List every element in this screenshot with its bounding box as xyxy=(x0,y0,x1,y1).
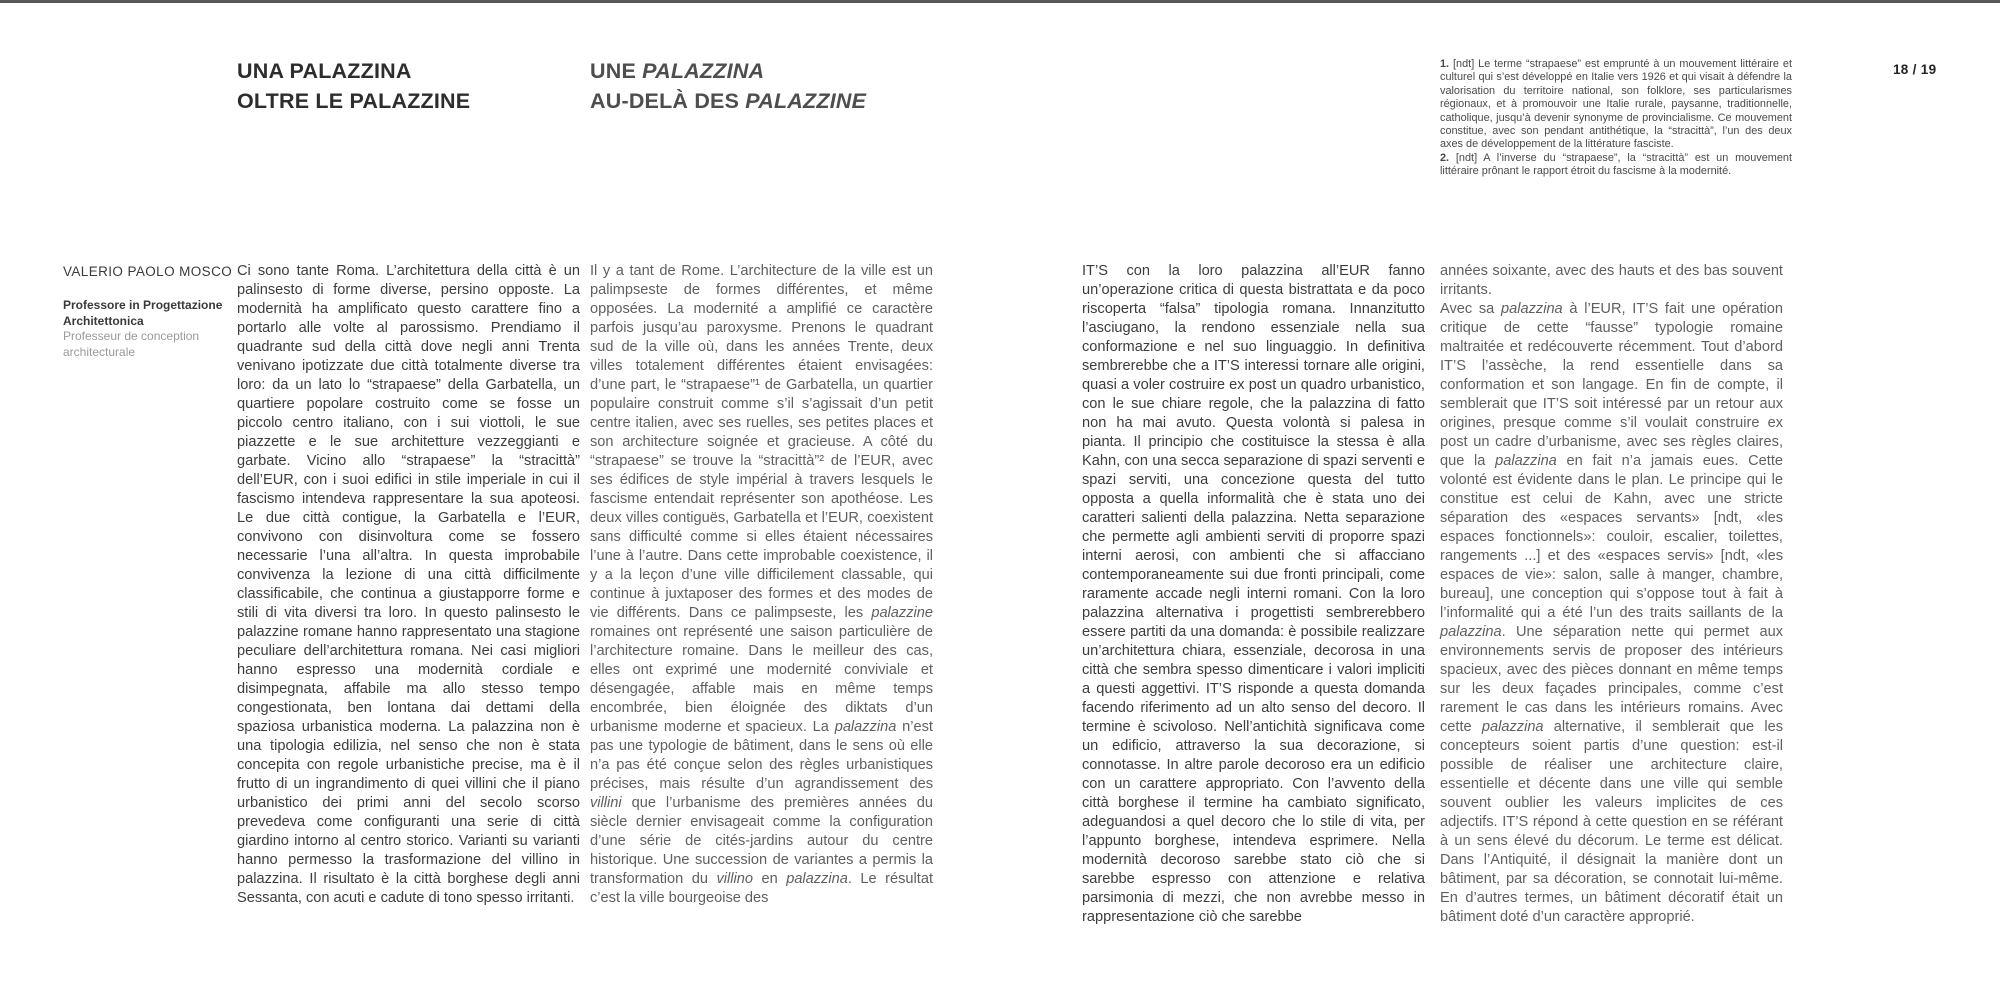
footnote-item xyxy=(1440,58,1792,152)
author-role-italian: Professore in Progettazione Architettonica xyxy=(63,298,223,328)
title-italian-line1: UNA PALAZZINA xyxy=(237,59,412,83)
body-paragraph: Avec sa palazzina à l’EUR, IT’S fait une opération critique de cette “fausse” typologie romaine maltraitée et redécouverte récemment. Tout d’abord IT’S l’assèche, la rend essentielle dans sa conformation et son langage. En fin de compte, il semblerait que IT’S soit intéressé par un retour aux origines, presque comme s’il voulait construire ex post un cadre d’urbanisme, avec ses règles claires, que la palazzina en fait n’a jamais eues. Cette volonté est évidente dans le plan. Le principe qui le constitue est celui de Kahn, avec une stricte séparation des «espaces servants» [ndt, «les espaces fonctionnels»: couloir, escalier, toilettes, rangements ...] et des «espaces servis» [ndt, «les espaces de vie»: salon, salle à manger, chambre, bureau], une conception qui s’oppose tout à fait à l’informalité qui a été l’un des traits saillants de la palazzina. Une séparation nette qui permet aux environnements servis de proposer des intérieurs spacieux, avec des pièces donnant en même temps sur les deux façades principales, comme c’est rarement le cas dans les intérieurs romains. Avec cette palazzina alternative, il semblerait que les concepteurs soient partis d’une question: est-il possible de réaliser une architecture claire, essentielle et décente dans une ville qui semble souvent oublier les valeurs implicites de ces adjectifs. IT’S répond à cette question en se référant à un sens élevé du décorum. Le terme est délicat. Dans l’Antiquité, il désignait la manière dont un bâtiment, par sa décoration, se connotait lui-même. En d’autres termes, un bâtiment décoratif était un bâtiment doté d’un caractère approprié. xyxy=(1440,301,1784,925)
page-number: 18 / 19 xyxy=(1893,62,1937,77)
body-column-4-french xyxy=(1440,262,1783,927)
body-column-2-french xyxy=(590,262,933,908)
body-column-3-italian xyxy=(1082,262,1425,927)
footnote-number: 2. xyxy=(1440,151,1450,164)
title-french xyxy=(590,56,866,116)
page-top-edge xyxy=(0,0,2000,3)
body-paragraph: Ci sono tante Roma. L’architettura della città è un palinsesto di forme diverse, persino opposte. La modernità ha amplificato questo carattere fino a portarlo alle volte al parossismo. Prendiamo il quadrante sud della città dove negli anni Trenta venivano ipotizzate due città totalmente diverse tra loro: da un lato lo “strapaese” della Garbatella, un quartiere popolare costruito come se fosse un piccolo centro italiano, con i sui viottoli, le sue piazzette e le sue architetture vezzeggianti e garbate. Vicino allo “strapaese” la “stracittà” dell’EUR, con i suoi edifici in stile imperiale in cui il fascismo intendeva rappresentare la sua apoteosi. Le due città contigue, la Garbatella e l’EUR, convivono con disinvoltura come se fossero necessarie l’una all’altra. In questa improbabile convivenza la lezione di una città difficilmente classificabile, che continua a giustapporre forme e stili di vita diversi tra loro. In questo palinsesto le palazzine romane hanno rappresentato una stagione peculiare dell’architettura romana. Nei casi migliori hanno espresso una modernità cordiale e disimpegnata, affabile ma allo stesso tempo congestionata, ben lontana dai dettami della spaziosa urbanistica moderna. La palazzina non è una tipologia edilizia, nel senso che non è stata concepita con regole urbanistiche precise, ma è il frutto di un ingrandimento di quei villini che il piano urbanistico dei primi anni del secolo scorso prevedeva come configuranti una serie di città giardino intorno al centro storico. Varianti su varianti hanno permesso la trasformazione del villino in palazzina. Il risultato è la città borghese degli anni Sessanta, con acuti e cadute di tono spesso irritanti. xyxy=(237,263,580,906)
body-paragraph: IT’S con la loro palazzina all’EUR fanno un’operazione critica di questa bistrattata e da poco riscoperta “falsa” tipologia romana. Innanzitutto l’asciugano, la rendono essenziale nella sua conformazione e nel suo linguaggio. In definitiva sembrerebbe che a IT’S interessi tornare alle origini, quasi a voler costruire ex post un quadro urbanistico, con le sue chiare regole, che la palazzina di fatto non ha mai avuto. Questa volontà si palesa in pianta. Il principio che costituisce la stessa è alla Kahn, con una secca separazione di spazi serventi e spazi serviti, una concezione questa del tutto opposta a quella informalità che è stata uno dei caratteri salienti della palazzina. Netta separazione che permette agli ambienti serviti di proporre spazi interni aerosi, con ambienti che si affacciano contemporaneamente sui due fronti principali, come raramente accade negli interni romani. Con la loro palazzina alternativa i progettisti sembrerebbero essere partiti da una domanda: è possibile realizzare un’architettura chiara, essenziale, decorosa in una città che sembra spesso dimenticare i valori impliciti a questi aggettivi. IT’S risponde a questa domanda facendo riferimento ad un alto senso del decoro. Il termine è scivoloso. Nell’antichità significava come un edificio, attraverso la sua decorazione, si connotasse. In altre parole decoroso era un edificio con un carattere appropriato. Con l’avvento della città borghese il termine ha cambiato significato, adeguandosi a quel decoro che lo stile di vita, per l’appunto borghese, intendeva esprimere. Nella modernità decoroso sarebbe stato ciò che si sarebbe espresso con attenzione e relativa parsimonia di mezzi, che non avrebbe messo in rappresentazione ciò che sarebbe xyxy=(1082,263,1425,925)
footnote-text: [ndt] Le terme “strapaese” est emprunté à un mouvement littéraire et culturel qui s’est développé en Italie vers 1926 et qui visait à défendre la valorisation du territoire national, son folklore, ses particularismes régionaux, et à promouvoir une Italie rurale, paysanne, traditionnelle, catholique, jusqu’à devenir synonyme de provincialisme. Ce mouvement constitue, avec son pendant antithétique, la “stracittà”, l’un des deux axes de développement de la littérature fasciste. xyxy=(1440,58,1792,151)
title-italian-line2: OLTRE LE PALAZZINE xyxy=(237,89,471,113)
title-italian xyxy=(237,56,470,116)
title-french-line2: AU-DELÀ DES PALAZZINE xyxy=(590,89,867,113)
footnote-item xyxy=(1440,152,1792,179)
author-role-french: Professeur de conception architecturale xyxy=(63,329,200,359)
footnote-text: [ndt] A l’inverse du “strapaese”, la “stracittà” est un mouvement littéraire prônant le rapport étroit du fascisme à la modernité. xyxy=(1440,151,1792,178)
author-block xyxy=(63,263,233,360)
body-column-1-italian xyxy=(237,262,580,908)
author-name: VALERIO PAOLO MOSCO xyxy=(63,264,233,279)
footnote-number: 1. xyxy=(1440,58,1450,70)
body-paragraph: années soixante, avec des hauts et des bas souvent irritants. xyxy=(1440,263,1783,298)
title-french-line1: UNE PALAZZINA xyxy=(590,59,765,83)
footnote-block xyxy=(1440,58,1792,179)
body-paragraph: Il y a tant de Rome. L’architecture de la ville est un palimpseste de formes différentes, et même opposées. La modernité a amplifié ce caractère parfois jusqu’au paroxysme. Prenons le quadrant sud de la ville où, dans les années Trente, deux villes totalement différentes étaient envisagées: d’une part, le “strapaese”¹ de Garbatella, un quartier populaire construit comme s’il s’agissait d’un petit centre italien, avec ses ruelles, ses petites places et son architecture soignée et gracieuse. A côté du “strapaese” se trouve la “stracittà”² de l’EUR, avec ses édifices de style impérial à travers lesquels le fascisme entendait représenter son apothéose. Les deux villes contiguës, Garbatella et l’EUR, coexistent sans difficulté comme si elles étaient nécessaires l’une à l’autre. Dans cette improbable coexistence, il y a la leçon d’une ville difficilement classable, qui continue à juxtaposer des formes et des modes de vie différents. Dans ce palimpseste, les palazzine romaines ont représenté une saison particulière de l’architecture romaine. Dans le meilleur des cas, elles ont exprimé une modernité conviviale et désengagée, affable mais en même temps encombrée, bien éloignée des diktats d’un urbanisme moderne et spacieux. La palazzina n’est pas une typologie de bâtiment, dans le sens où elle n’a pas été conçue selon des règles urbanistiques précises, mais résulte d’un agrandissement des villini que l’urbanisme des premières années du siècle dernier envisageait comme la configuration d’une série de cités-jardins autour du centre historique. Une succession de variantes a permis la transformation du villino en palazzina. Le résultat c’est la ville bourgeoise des xyxy=(590,263,933,906)
